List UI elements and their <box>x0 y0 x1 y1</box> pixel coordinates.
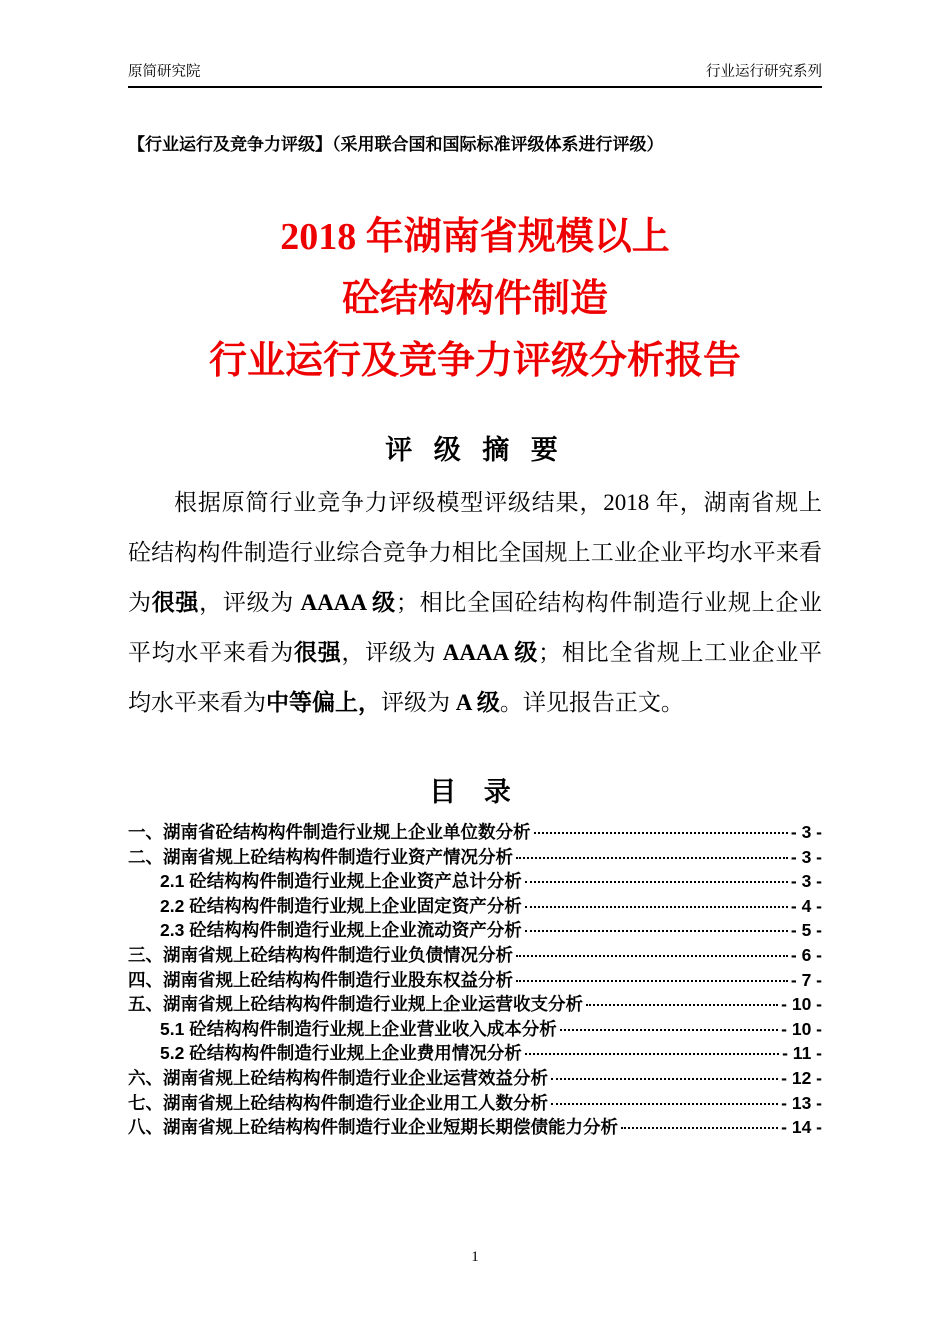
toc-entry-page: - 6 - <box>790 944 822 965</box>
toc-leader-dots <box>586 1004 778 1006</box>
toc-entry-2-3[interactable] <box>128 918 822 943</box>
header-left-text: 原简研究院 <box>128 64 201 80</box>
toc-entry-2-2[interactable] <box>128 894 822 919</box>
summary-segment: 评级为 <box>381 690 456 715</box>
toc-entry-5-2[interactable] <box>128 1041 822 1066</box>
toc-entry-1[interactable] <box>128 820 822 845</box>
toc-entry-label: 2.1 砼结构构件制造行业规上企业资产总计分析 <box>160 871 522 892</box>
toc-heading: 目 录 <box>429 777 521 807</box>
header-right-text: 行业运行研究系列 <box>706 64 822 80</box>
toc-entry-label: 六、湖南省规上砼结构构件制造行业企业运营效益分析 <box>128 1067 548 1088</box>
toc-entry-page: - 5 - <box>790 920 822 941</box>
document-title-line-3: 行业运行及竞争力评级分析报告 <box>208 340 741 382</box>
toc-leader-dots <box>551 1103 778 1105</box>
summary-segment: 根据原简行业竞争力评级模型评级结果，2018 年，湖南省规上砼结构构件制造行业综合竞争力相比全国规上工业企业平均水平来看为 <box>128 490 822 615</box>
summary-paragraph <box>128 478 822 728</box>
summary-segment: 。详见报告正文。 <box>499 690 684 715</box>
toc-entry-label: 七、湖南省规上砼结构构件制造行业企业用工人数分析 <box>128 1092 548 1113</box>
toc-entry-label: 五、湖南省规上砼结构构件制造行业规上企业运营收支分析 <box>128 994 583 1015</box>
toc-entry-label: 2.2 砼结构构件制造行业规上企业固定资产分析 <box>160 895 522 916</box>
rating-scheme-bracket: 【行业运行及竞争力评级】 <box>128 135 332 154</box>
summary-segment-emphasis: A 级 <box>455 690 500 715</box>
toc-entry-page: - 3 - <box>790 822 822 842</box>
toc-list <box>128 820 822 1140</box>
toc-entry-label: 一、湖南省砼结构构件制造行业规上企业单位数分析 <box>128 822 531 842</box>
toc-entry-label: 三、湖南省规上砼结构构件制造行业负债情况分析 <box>128 944 513 965</box>
toc-entry-5-1[interactable] <box>128 1017 822 1042</box>
toc-entry-page: - 14 - <box>781 1117 822 1138</box>
toc-entry-label: 2.3 砼结构构件制造行业规上企业流动资产分析 <box>160 920 522 941</box>
summary-segment-emphasis: 中等偏上， <box>266 690 381 715</box>
summary-segment-emphasis: AAAA 级 <box>300 590 396 615</box>
toc-entry-6[interactable] <box>128 1066 822 1091</box>
toc-leader-dots <box>525 1053 779 1055</box>
summary-segment: ，评级为 <box>341 640 443 665</box>
toc-entry-page: - 7 - <box>790 969 822 990</box>
toc-entry-label: 5.2 砼结构构件制造行业规上企业费用情况分析 <box>160 1043 522 1064</box>
toc-leader-dots <box>516 857 788 859</box>
toc-leader-dots <box>551 1078 778 1080</box>
summary-segment-emphasis: AAAA 级 <box>442 640 539 665</box>
toc-leader-dots <box>525 906 788 908</box>
rating-scheme-paren: （采用联合国和国际标准评级体系进行评级） <box>332 135 664 154</box>
toc-entry-page: - 12 - <box>781 1067 822 1088</box>
toc-entry-4[interactable] <box>128 968 822 993</box>
toc-entry-page: - 3 - <box>790 846 822 867</box>
toc-leader-dots <box>525 930 788 932</box>
toc-entry-8[interactable] <box>128 1115 822 1140</box>
rating-scheme-line <box>128 134 822 156</box>
toc-entry-label: 5.1 砼结构构件制造行业规上企业营业收入成本分析 <box>160 1018 557 1039</box>
page-number: 1 <box>471 1249 479 1265</box>
document-title <box>128 206 822 392</box>
toc-entry-label: 二、湖南省规上砼结构构件制造行业资产情况分析 <box>128 846 513 867</box>
document-title-line-2: 砼结构构件制造 <box>341 278 608 320</box>
toc-entry-page: - 11 - <box>782 1043 822 1064</box>
page-header <box>128 0 822 88</box>
toc-entry-page: - 3 - <box>790 871 822 892</box>
summary-segment: ；相比全国砼结构构件制造行业规上企业平均水平来看为 <box>128 590 823 665</box>
document-title-line-1: 2018 年湖南省规模以上 <box>280 216 670 258</box>
summary-segment-emphasis: 很强 <box>151 590 200 615</box>
toc-entry-page: - 10 - <box>781 1018 822 1039</box>
toc-entry-page: - 10 - <box>781 994 822 1015</box>
toc-entry-3[interactable] <box>128 943 822 968</box>
toc-leader-dots <box>560 1029 778 1031</box>
summary-segment-emphasis: 很强 <box>294 640 342 665</box>
toc-entry-label: 八、湖南省规上砼结构构件制造行业企业短期长期偿债能力分析 <box>128 1117 618 1138</box>
toc-leader-dots <box>516 980 788 982</box>
toc-leader-dots <box>621 1127 778 1129</box>
toc-entry-5[interactable] <box>128 992 822 1017</box>
toc-entry-page: - 13 - <box>781 1092 822 1113</box>
summary-segment: ，评级为 <box>199 590 301 615</box>
toc-leader-dots <box>534 832 788 834</box>
toc-entry-7[interactable] <box>128 1091 822 1116</box>
toc-entry-2-1[interactable] <box>128 869 822 894</box>
toc-entry-label: 四、湖南省规上砼结构构件制造行业股东权益分析 <box>128 969 513 990</box>
toc-leader-dots <box>525 881 788 883</box>
summary-segment: ；相比全省规上工业企业平均水平来看为 <box>128 640 823 715</box>
summary-heading: 评 级 摘 要 <box>385 435 565 465</box>
toc-entry-page: - 4 - <box>790 895 822 916</box>
toc-entry-2[interactable] <box>128 845 822 870</box>
toc-leader-dots <box>516 955 788 957</box>
